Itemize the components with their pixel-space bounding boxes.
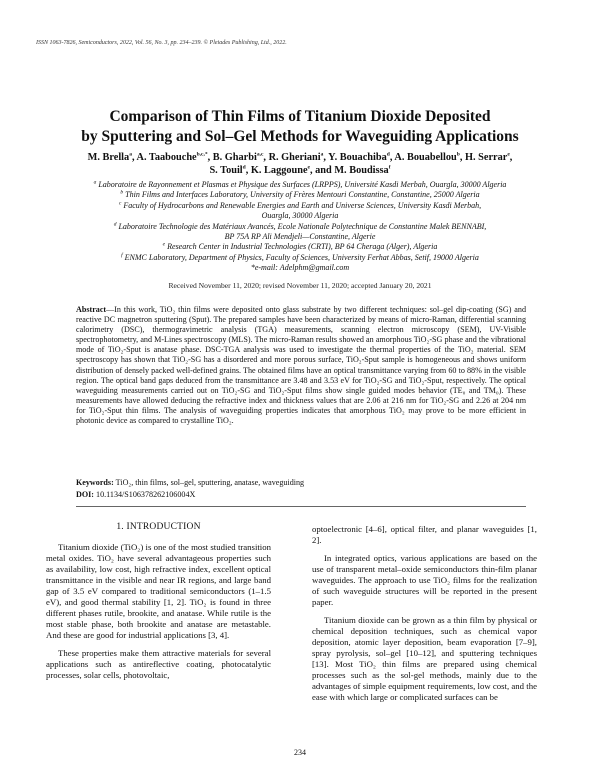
author-list: M. Brella$^a$, A. Taabouche$^{b,c,*}$, B. Gharbi$^{a,c}$, R. Gheriani$^a$, Y. Bouachiba$^d$, A. Bouabellou$^b$, H. Serrar$^e$, S. Touil$^d$, K. Laggoune$^e$, and M. Boudissa$^f$ xyxy=(87,151,513,176)
author-name: B. Gharbi xyxy=(212,152,257,163)
author-affiliation-mark: b,c,* xyxy=(196,151,208,158)
affiliation-mark: b xyxy=(120,189,124,196)
affiliation-mark: c xyxy=(118,200,122,207)
paragraph: These properties make them attractive materials for several applications such as antireflective coating, photocatalytic processes, solar cells, photovoltaic, xyxy=(46,648,271,680)
affiliation-d xyxy=(40,222,560,232)
affiliation-text: Research Center in Industrial Technologies (CRTI), BP 64 Cheraga (Alger), Algeria xyxy=(167,242,438,252)
author-name: R. Gheriani xyxy=(268,152,321,163)
keywords-text: TiO₂, thin films, sol–gel, sputtering, anatase, waveguiding xyxy=(115,478,305,487)
affiliation-mark: e xyxy=(162,241,166,248)
affiliation-mark: a xyxy=(93,179,97,186)
affiliation-list xyxy=(40,180,560,274)
author-name: S. Touil xyxy=(209,165,243,176)
author-affiliation-mark: d xyxy=(242,164,246,171)
author-name: A. Taabouche xyxy=(136,152,197,163)
author-affiliation-mark: d xyxy=(386,151,390,158)
affiliation-a xyxy=(40,180,560,190)
paper-title xyxy=(40,107,560,147)
section-divider xyxy=(76,506,526,507)
author-name: M. Boudissa xyxy=(334,165,389,176)
affiliation-d-cont: BP 75A RP Ali Mendjeli—Constantine, Algerie xyxy=(224,232,376,242)
author-name: H. Serrar xyxy=(465,152,508,163)
journal-header-line: ISSN 1063-7826, Semiconductors, 2022, Vol. 56, No. 3, pp. 234–239. © Pleiades Publishing, Ltd., 2022. xyxy=(36,40,287,46)
author-affiliation-mark: e xyxy=(307,164,310,171)
author-affiliation-mark: b xyxy=(456,151,460,158)
affiliation-text: Laboratoire de Rayonnement et Plasmas et Physique des Surfaces (LRPPS), Université Kasdi Merbah, Ouargla, 30000 Algeria xyxy=(98,180,507,189)
paragraph: Titanium dioxide can be grown as a thin film by physical or chemical deposition techniques, such as chemical vapor deposition, atomic layer deposition, beam evaporation [7–9], spray pyrolysis, sol–gel [10–12], and sputtering techniques [13]. Most TiO₂ thin films are prepared using chemical processes such as the sol-gel methods, mainly due to the advantages of simple equipment requirements, low cost, and the ease with which large or complicated surfaces can be xyxy=(312,615,537,702)
affiliation-text: Laboratoire Technologie des Matériaux Avancés, Ecole Nationale Polytechnique de Constantine Malek BENNABI, xyxy=(118,221,487,231)
abstract-label: Abstract xyxy=(76,305,107,314)
section-heading: 1. INTRODUCTION xyxy=(116,522,201,532)
abstract-text: —In this work, TiO₂ thin films were deposited onto glass substrate by two different techniques: sol–gel dip-coating (SG) and reactive DC magnetron sputtering (Sput). The prepared samples have been characterized by means of micro-Raman, differential scanning calorimetry (DSC), thermogravimetric analysis (TGA) measurements, scanning electron microscopy (SEM), UV-Visible spectrophotometry, and M-Lines spectroscopy (MLS). The micro-Raman results showed an amorphous TiO₂-SG phase and the vibrational mode of TiO₂-Sput is anatase phase. DSC-TGA analysis was used to investigate the thermal properties of the TiO₂ material. SEM spectroscopy has shown that TiO₂-SG has a disordered and more porous surface, TiO₂-Sput sample is homogeneous and shows uniform distribution of densely packed well-defined grains. The obtained films have an optical transmittance varying from 60 to 88% in the visible region. The optical band gaps deduced from the transmittance are 3.48 and 3.53 eV for TiO₂-SG and TiO₂-Sput, respectively. The optical waveguiding measurements carried out on TiO₂-SG and TiO₂-Sput films show single guided modes behavior (TE₀ and TM₀). These measurements have allowed deducing the refractive index and thickness values that are 2.06 at 216 nm for TiO₂-SG and 2.26 at 204 nm for TiO₂-Sput thin films. The analysis of waveguiding properties indicates that amorphous TiO₂ may prove to be more efficient in photonic device as compared to crystalline TiO₂. xyxy=(76,305,526,426)
paragraph: In integrated optics, various applications are based on the use of transparent metal–oxide semiconductors thin-film planar waveguides. The approach to use TiO₂ films for the realization of such waveguide structures will be reported in the present paper. xyxy=(312,553,537,607)
paragraph: Titanium dioxide (TiO₂) is one of the most studied transition metal oxides. TiO₂ have several advantageous properties such as availability, low cost, high refractive index, excellent optical transmittance in the visible and near IR regions, and large band gap of 3.5 eV compared to traditional semiconductors (1–1.5 eV), and good thermal stability [1, 2]. TiO₂ is found in three different phases rutile, brookite, and anatase. While rutile is the most stable phase, both brookite and anatase are metastable. And these are good for industrial applications [3, 4]. xyxy=(46,542,271,640)
right-column xyxy=(312,524,537,710)
affiliation-text: ENMC Laboratory, Department of Physics, Faculty of Sciences, University Ferhat Abbas, Setif, 19000 Algeria xyxy=(124,252,479,262)
author-affiliation-mark: f xyxy=(388,164,391,171)
author-name: A. Bouabellou xyxy=(394,152,457,163)
page-number: 234 xyxy=(294,748,306,757)
author-affiliation-mark: a,c xyxy=(256,151,264,158)
author-name: M. Brella xyxy=(87,152,130,163)
keywords-block xyxy=(76,477,526,500)
doi-label: DOI: xyxy=(76,489,94,499)
affiliation-e xyxy=(40,242,560,252)
author-name: Y. Bouachiba xyxy=(328,152,387,163)
affiliation-mark: d xyxy=(113,220,117,227)
affiliation-c-cont: Ouargla, 30000 Algeria xyxy=(261,211,339,221)
affiliation-mark: f xyxy=(121,252,123,259)
doi-text: 10.1134/S106378262106004X xyxy=(96,489,196,499)
keywords-label: Keywords: xyxy=(76,478,114,487)
affiliation-text: Thin Films and Interfaces Laboratory, University of Frères Mentouri Constantine, Constantine, 25000 Algeria xyxy=(125,190,480,200)
affiliation-text: Faculty of Hydrocarbons and Renewable Energies and Earth and Universe Sciences, University Kasdi Merbah, xyxy=(123,200,482,210)
affiliation-c xyxy=(40,201,560,211)
author-affiliation-mark: a xyxy=(320,151,324,158)
abstract xyxy=(76,305,526,426)
author-affiliation-mark: e xyxy=(507,151,510,158)
corresponding-email: *e-mail: Adelphm@gmail.com xyxy=(250,263,350,273)
received-dates: Received November 11, 2020; revised November 11, 2020; accepted January 20, 2021 xyxy=(168,281,432,290)
left-column xyxy=(46,522,271,688)
author-name: K. Laggoune xyxy=(250,165,308,176)
title-line-1: Comparison of Thin Films of Titanium Dioxide Deposited xyxy=(109,108,491,125)
affiliation-f xyxy=(40,253,560,263)
paragraph: optoelectronic [4–6], optical filter, and planar waveguides [1, 2]. xyxy=(312,524,537,545)
author-affiliation-mark: a xyxy=(129,151,132,158)
title-line-2: by Sputtering and Sol–Gel Methods for Waveguiding Applications xyxy=(81,128,519,145)
